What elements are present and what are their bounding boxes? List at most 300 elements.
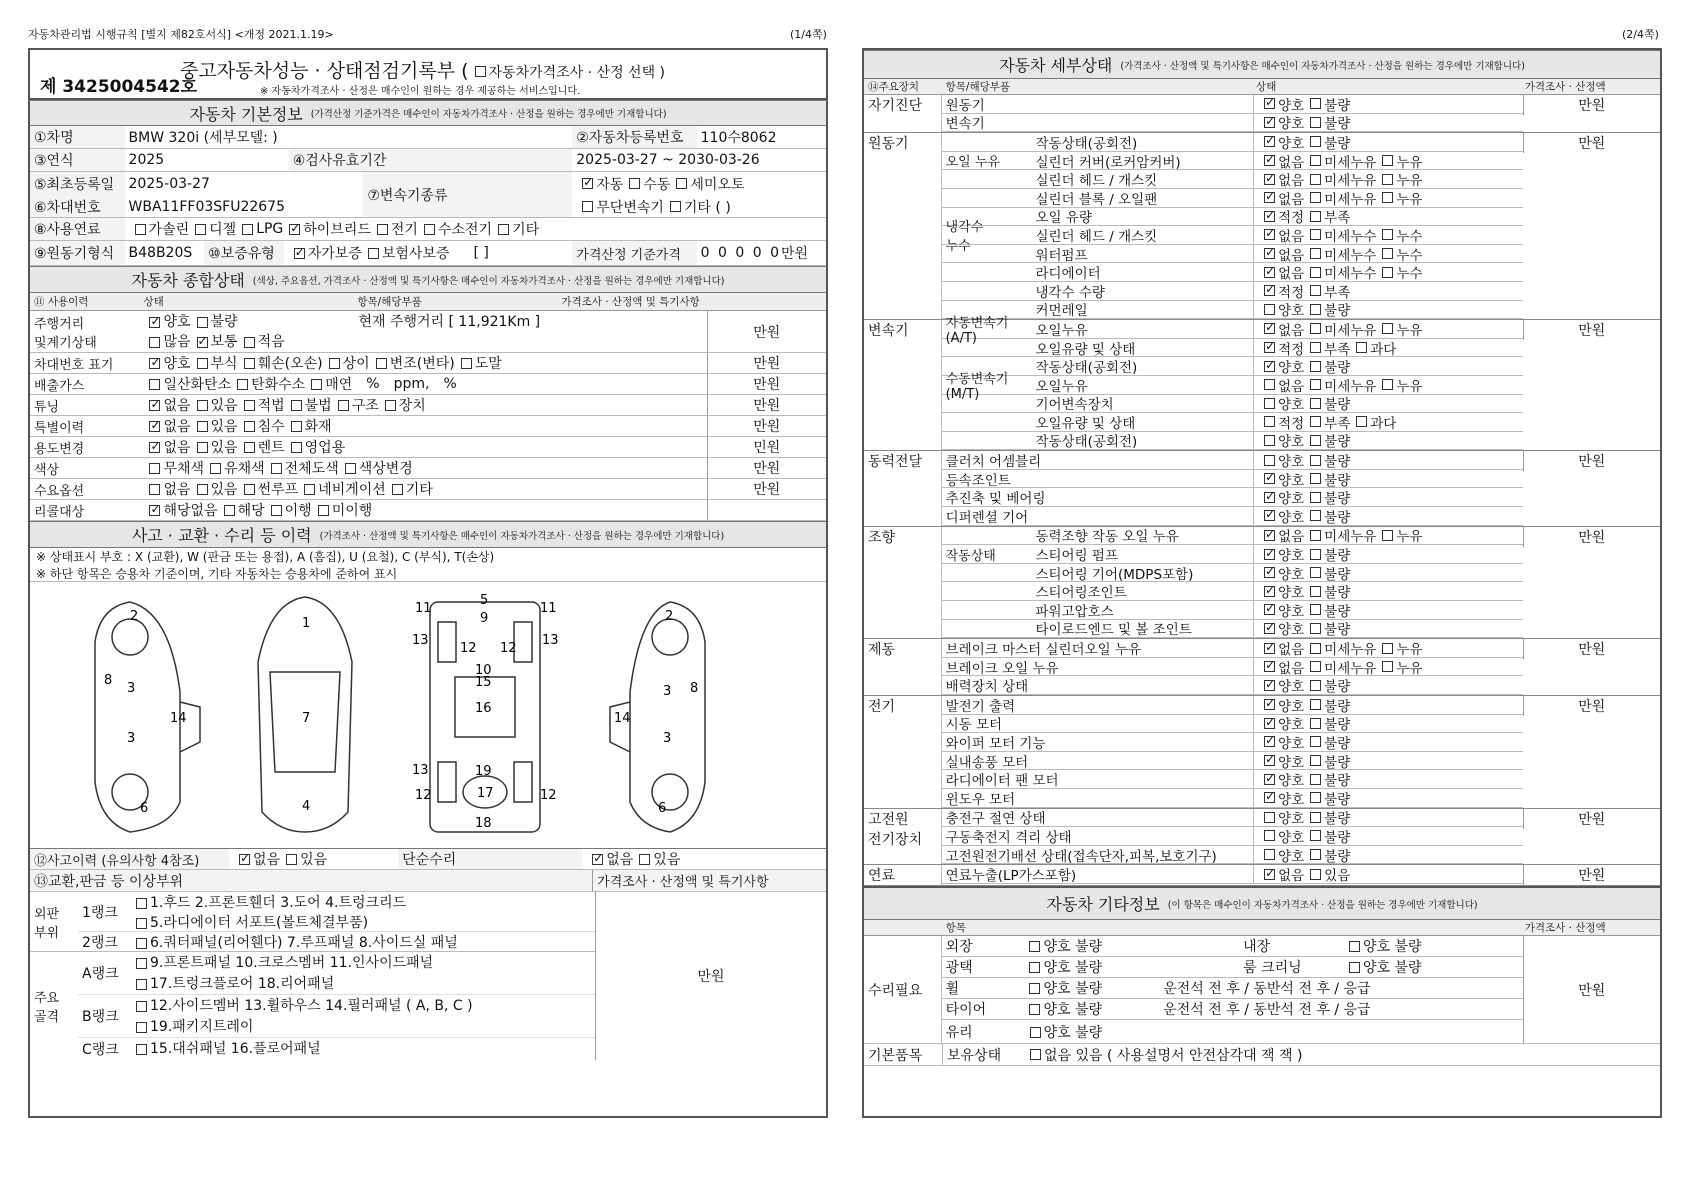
svg-text:18: 18 <box>475 816 492 831</box>
checkbox[interactable] <box>498 224 509 235</box>
row-motor: ⑨원동기형식 B48B20S ⑩보증유형 ✓ 자가보증 보험사보증 [ ] 가격산정 기준가격 0 0 0 0 0 만원 <box>30 241 826 266</box>
checkbox[interactable] <box>197 421 208 432</box>
overall-options: ✓ 없음 있음 렌트 영업용 <box>139 437 706 457</box>
detail-row: 커먼레일 양호 불량 <box>942 301 1523 320</box>
detail-row: 작동상태(공회전) ✓ 양호 불량 <box>942 133 1523 152</box>
svg-text:3: 3 <box>663 731 672 746</box>
checkbox[interactable] <box>1264 98 1275 109</box>
checkbox[interactable] <box>136 918 147 929</box>
checkbox[interactable] <box>1310 623 1321 634</box>
overall-options: ✓ 양호 부식 훼손(오손) 상이 변조(변타) 도말 <box>139 353 706 373</box>
checkbox[interactable] <box>1264 792 1275 803</box>
checkbox[interactable] <box>1310 549 1321 560</box>
detail-row: 브레이크 오일 누유 ✓ 없음 미세누유 누유 <box>942 658 1523 677</box>
overall-options: 일산화탄소 탄화수소 매연 % ppm, % <box>139 374 706 394</box>
svg-text:4: 4 <box>302 799 311 814</box>
checkbox[interactable] <box>1349 941 1360 952</box>
detail-row: 실내송풍 모터 ✓ 양호 불량 <box>942 752 1523 771</box>
checkbox[interactable] <box>1310 117 1321 128</box>
page-2 <box>862 48 1662 1118</box>
checkbox[interactable] <box>242 224 253 235</box>
svg-text:12: 12 <box>415 788 432 803</box>
checkbox[interactable] <box>475 66 486 77</box>
checkbox[interactable] <box>1264 248 1275 259</box>
checkbox[interactable] <box>197 400 208 411</box>
checkbox[interactable] <box>1029 983 1040 994</box>
checkbox[interactable] <box>291 442 302 453</box>
basic-items-row: 기본품목 보유상태 없음 있음 ( 사용설명서 안전삼각대 잭 잭 ) <box>864 1044 1660 1066</box>
svg-text:17: 17 <box>477 786 494 801</box>
checkbox[interactable] <box>271 463 282 474</box>
detail-group: 고전원 전기장치 충전구 절연 상태 양호 불량 구동축전지 격리 상태 양호 불량 고전원전기배선 상태(접속단자,피복,보호기구) 양호 불량 만원 <box>864 809 1660 866</box>
checkbox[interactable] <box>1310 530 1321 541</box>
detail-row: 충전구 절연 상태 양호 불량 <box>942 809 1523 828</box>
detail-row: 오일 유량 ✓ 적정 부족 <box>942 208 1523 227</box>
checkbox[interactable] <box>1264 699 1275 710</box>
svg-text:11: 11 <box>540 601 557 616</box>
checkbox[interactable] <box>1264 304 1275 315</box>
svg-text:1: 1 <box>302 616 311 631</box>
detail-row: 파워고압호스 ✓ 양호 불량 <box>942 601 1523 620</box>
checkbox[interactable] <box>1310 98 1321 109</box>
checkbox[interactable] <box>244 484 255 495</box>
checkbox[interactable] <box>291 400 302 411</box>
detail-row: 동력조향 작동 오일 누유 ✓ 없음 미세누유 누유 <box>942 527 1523 546</box>
checkbox[interactable] <box>1382 267 1393 278</box>
checkbox[interactable] <box>149 421 160 432</box>
detail-group: 연료 연료누출(LP가스포함) ✓ 없음 있음 만원 <box>864 865 1660 886</box>
checkbox[interactable] <box>1310 455 1321 466</box>
checkbox[interactable] <box>1382 229 1393 240</box>
checkbox[interactable] <box>1382 174 1393 185</box>
checkbox[interactable] <box>338 400 349 411</box>
checkbox[interactable] <box>1264 718 1275 729</box>
overall-row: 리콜대상 ✓ 해당없음 해당 이행 미이행 <box>30 500 826 521</box>
detail-row: 시동 모터 ✓ 양호 불량 <box>942 715 1523 734</box>
checkbox[interactable] <box>1310 586 1321 597</box>
checkbox[interactable] <box>1310 229 1321 240</box>
detail-row: 스티어링 기어(MDPS포함) ✓ 양호 불량 <box>942 564 1523 583</box>
detail-row: 오일 누유 실린더 커버(로커암커버) ✓ 없음 미세누유 누유 <box>942 152 1523 171</box>
checkbox[interactable] <box>1310 680 1321 691</box>
other-info-title: 자동차 기타정보 (이 항목은 매수인이 자동차가격조사 · 산정을 원하는 경우에만 기재합니다) <box>864 886 1660 920</box>
detail-row: 변속기 ✓ 양호 불량 <box>942 114 1523 133</box>
detail-row: 실린더 헤드 / 개스킷 ✓ 없음 미세누유 누유 <box>942 170 1523 189</box>
checkbox[interactable] <box>1310 755 1321 766</box>
checkbox[interactable] <box>195 224 206 235</box>
checkbox[interactable] <box>1264 323 1275 334</box>
checkbox[interactable] <box>244 421 255 432</box>
detail-row: 작동상태(공회전) ✓ 양호 불량 <box>942 357 1523 376</box>
checkbox[interactable] <box>149 358 160 369</box>
checkbox[interactable] <box>1310 812 1321 823</box>
fuel-hybrid-checkbox[interactable] <box>289 224 300 235</box>
checkbox[interactable] <box>1264 830 1275 841</box>
checkbox[interactable] <box>244 337 255 348</box>
title-block <box>30 50 826 100</box>
checkbox[interactable] <box>1310 267 1321 278</box>
svg-text:3: 3 <box>127 681 136 696</box>
overall-row: 주행거리 및계기상태 ✓양호 불량 현재 주행거리 [ 11,921Km ] 많음✓ 보통 적음 만원 <box>30 311 826 353</box>
checkbox[interactable] <box>1310 155 1321 166</box>
checkbox[interactable] <box>1310 869 1321 880</box>
svg-text:12: 12 <box>540 788 557 803</box>
detail-row: 작동상태 스티어링 펌프 ✓ 양호 불량 <box>942 545 1523 564</box>
svg-text:7: 7 <box>302 711 311 726</box>
checkbox[interactable] <box>1310 830 1321 841</box>
checkbox[interactable] <box>1310 435 1321 446</box>
detail-row: 등속조인트 ✓ 양호 불량 <box>942 470 1523 489</box>
checkbox[interactable] <box>1382 155 1393 166</box>
checkbox[interactable] <box>1029 941 1040 952</box>
checkbox[interactable] <box>1310 492 1321 503</box>
checkbox[interactable] <box>368 248 379 259</box>
checkbox[interactable] <box>1264 661 1275 672</box>
detail-group: 변속기 자동변속기 (A/T) 오일누유 ✓ 없음 미세누유 누유 오일유량 및 상태 ✓ 적정 부족 과다 작동상태(공회전) ✓ 양호 불량 수동변속기 (M/T) 오일누유 없음 미세누유 누유 기어변속장치 양호 불량 오일유량 및 상태 적정 부족 과다 작동상태(공회전) 양호 불량 만원 <box>864 320 1660 451</box>
checkbox[interactable] <box>135 224 146 235</box>
checkbox[interactable] <box>1264 267 1275 278</box>
checkbox[interactable] <box>149 317 160 328</box>
overall-row: 배출가스 일산화탄소 탄화수소 매연 % ppm, % 만원 <box>30 374 826 395</box>
checkbox[interactable] <box>197 337 208 348</box>
checkbox[interactable] <box>1264 379 1275 390</box>
checkbox[interactable] <box>1356 416 1367 427</box>
checkbox[interactable] <box>1264 211 1275 222</box>
checkbox[interactable] <box>271 505 282 516</box>
checkbox[interactable] <box>1264 849 1275 860</box>
checkbox[interactable] <box>676 178 687 189</box>
checkbox[interactable] <box>1310 323 1321 334</box>
checkbox[interactable] <box>1310 774 1321 785</box>
overall-header: ⑪ 사용이력 상태 항목/해당부품 가격조사 · 산정액 및 특기사항 <box>30 293 826 311</box>
row-first-registration: ⑤최초등록일 ⑥차대번호 2025-03-27 WBA11FF03SFU22675 ⑦변속기종류 ✓ 자동 수동 세미오토 무단변속기 기타 ( ) <box>30 172 826 218</box>
accident-history-row: ⑫사고이력 (유의사항 4참조) ✓ 없음 있음 단순수리 ✓ 없음 있음 <box>30 848 826 870</box>
checkbox[interactable] <box>1310 567 1321 578</box>
detail-row: 원동기 ✓ 양호 불량 <box>942 95 1523 114</box>
checkbox[interactable] <box>136 938 147 949</box>
row-year: ③연식 2025 ④검사유효기간 2025-03-27 ~ 2030-03-26 <box>30 149 826 172</box>
checkbox[interactable] <box>149 505 160 516</box>
detail-group: 전기 발전기 출력 ✓ 양호 불량 시동 모터 ✓ 양호 불량 와이퍼 모터 기능 ✓ 양호 불량 실내송풍 모터 ✓ 양호 불량 라디에이터 팬 모터 ✓ 양호 불량 윈도우 모터 ✓ 양호 불량 만원 <box>864 696 1660 809</box>
detail-row: 발전기 출력 ✓ 양호 불량 <box>942 696 1523 715</box>
checkbox[interactable] <box>197 484 208 495</box>
checkbox[interactable] <box>1310 304 1321 315</box>
simple-repair-none-checkbox[interactable] <box>592 854 603 865</box>
detail-row: 추진축 및 베어링 ✓ 양호 불량 <box>942 488 1523 507</box>
svg-text:8: 8 <box>104 673 113 688</box>
other-header: 항목 가격조사 · 산정액 <box>864 920 1660 936</box>
checkbox[interactable] <box>1264 812 1275 823</box>
svg-text:19: 19 <box>475 764 492 779</box>
svg-text:15: 15 <box>475 675 492 690</box>
detail-group: 제동 브레이크 마스터 실린더오일 누유 ✓ 없음 미세누유 누유 브레이크 오일 누유 ✓ 없음 미세누유 누유 배력장치 상태 ✓ 양호 불량 만원 <box>864 639 1660 696</box>
basic-info-title: 자동차 기본정보 (가격산정 기준가격은 매수인이 자동차가격조사 · 산정을 원하는 경우에만 기재합니다) <box>30 100 826 126</box>
checkbox[interactable] <box>149 484 160 495</box>
detail-row: 라디에이터 ✓ 없음 미세누수 누수 <box>942 263 1523 282</box>
detail-row: 오일유량 및 상태 ✓ 적정 부족 과다 <box>942 339 1523 358</box>
checkbox[interactable] <box>1264 174 1275 185</box>
svg-text:9: 9 <box>480 611 489 626</box>
checkbox[interactable] <box>385 400 396 411</box>
checkbox[interactable] <box>1310 285 1321 296</box>
checkbox[interactable] <box>345 463 356 474</box>
overall-row: 특별이력 ✓ 없음 있음 침수 화재 만원 <box>30 416 826 437</box>
checkbox[interactable] <box>1264 136 1275 147</box>
checkbox[interactable] <box>1264 473 1275 484</box>
checkbox[interactable] <box>424 224 435 235</box>
detail-row: 고전원전기배선 상태(접속단자,피복,보호기구) 양호 불량 <box>942 846 1523 865</box>
registration-number: 110수8062 <box>700 130 777 146</box>
checkbox[interactable] <box>1310 174 1321 185</box>
detail-row: 작동상태(공회전) 양호 불량 <box>942 432 1523 451</box>
record-number: 제 3425004542호 <box>40 77 198 97</box>
svg-text:12: 12 <box>500 641 517 656</box>
overall-options: ✓ 없음 있음 침수 화재 <box>139 416 706 436</box>
svg-text:6: 6 <box>658 801 667 816</box>
checkbox[interactable] <box>1264 155 1275 166</box>
checkbox[interactable] <box>377 224 388 235</box>
checkbox[interactable] <box>1382 530 1393 541</box>
checkbox[interactable] <box>149 463 160 474</box>
checkbox[interactable] <box>1264 117 1275 128</box>
detail-row: 스티어링조인트 ✓ 양호 불량 <box>942 582 1523 601</box>
detail-row: 냉각수 수량 ✓ 적정 부족 <box>942 282 1523 301</box>
detail-row: 브레이크 마스터 실린더오일 누유 ✓ 없음 미세누유 누유 <box>942 639 1523 658</box>
checkbox[interactable] <box>1264 623 1275 634</box>
checkbox[interactable] <box>197 358 208 369</box>
detail-group: 조향 동력조향 작동 오일 누유 ✓ 없음 미세누유 누유 작동상태 스티어링 펌프 ✓ 양호 불량 스티어링 기어(MDPS포함) ✓ 양호 불량 스티어링조인트 ✓ 양호 불량 파워고압호스 ✓ 양호 불량 타이로드엔드 및 볼 조인트 ✓ 양호 불량 만원 <box>864 527 1660 640</box>
detail-status-title: 자동차 세부상태 (가격조사 · 산정액 및 특기사항은 매수인이 자동차가격조사 · 산정을 원하는 경우에만 기재합니다) <box>864 50 1660 79</box>
checkbox[interactable] <box>670 201 681 212</box>
car-damage-diagram <box>30 582 826 844</box>
checkbox[interactable] <box>329 358 340 369</box>
checkbox[interactable] <box>1264 680 1275 691</box>
checkbox[interactable] <box>1310 416 1321 427</box>
checkbox[interactable] <box>1310 379 1321 390</box>
checkbox[interactable] <box>210 463 221 474</box>
checkbox[interactable] <box>1264 869 1275 880</box>
detail-row: 냉각수 누수 실린더 헤드 / 개스킷 ✓ 없음 미세누수 누수 <box>942 226 1523 245</box>
checkbox[interactable] <box>197 317 208 328</box>
checkbox[interactable] <box>1310 661 1321 672</box>
checkbox[interactable] <box>1310 473 1321 484</box>
checkbox[interactable] <box>136 1022 147 1033</box>
checkbox[interactable] <box>1264 604 1275 615</box>
checkbox[interactable] <box>582 201 593 212</box>
checkbox[interactable] <box>136 1001 147 1012</box>
checkbox[interactable] <box>461 358 472 369</box>
detail-row: 타이로드엔드 및 볼 조인트 ✓ 양호 불량 <box>942 620 1523 639</box>
checkbox[interactable] <box>149 400 160 411</box>
detail-row: 구동축전지 격리 상태 양호 불량 <box>942 827 1523 846</box>
page-1 <box>28 48 828 1118</box>
checkbox[interactable] <box>244 358 255 369</box>
checkbox[interactable] <box>1382 661 1393 672</box>
overall-row: 색상 무채색 유채색 전체도색 색상변경 만원 <box>30 458 826 479</box>
svg-text:8: 8 <box>690 681 699 696</box>
svg-text:5: 5 <box>480 593 489 608</box>
checkbox[interactable] <box>1382 379 1393 390</box>
checkbox[interactable] <box>224 505 235 516</box>
checkbox[interactable] <box>1264 492 1275 503</box>
checkbox[interactable] <box>318 505 329 516</box>
page-number-1: (1/4쪽) <box>790 28 827 41</box>
other-price: 만원 <box>1523 936 1660 1043</box>
detail-row: 클러치 어셈블리 양호 불량 <box>942 451 1523 470</box>
checkbox[interactable] <box>1264 774 1275 785</box>
checkbox[interactable] <box>1310 792 1321 803</box>
checkbox[interactable] <box>244 400 255 411</box>
accident-history-title: 사고 · 교환 · 수리 등 이력 (가격조사 · 산정액 및 특기사항은 매수인이 자동차가격조사 · 산정을 원하는 경우에만 기재합니다) <box>30 521 826 548</box>
svg-text:11: 11 <box>415 601 432 616</box>
accident-none-checkbox[interactable] <box>239 854 250 865</box>
checkbox[interactable] <box>1264 192 1275 203</box>
detail-row: 연료누출(LP가스포함) ✓ 없음 있음 <box>942 865 1523 884</box>
checkbox[interactable] <box>1310 342 1321 353</box>
page-title: 중고자동차성능 · 상태점검기록부 ( 자동차가격조사 · 산정 선택 ) <box>180 60 666 82</box>
checkbox[interactable] <box>1264 398 1275 409</box>
detail-row: 윈도우 모터 ✓ 양호 불량 <box>942 789 1523 808</box>
checkbox[interactable] <box>149 442 160 453</box>
detail-row: 기어변속장치 양호 불량 <box>942 395 1523 414</box>
svg-text:13: 13 <box>542 633 559 648</box>
checkbox[interactable] <box>149 337 160 348</box>
checkbox[interactable] <box>1264 510 1275 521</box>
checkbox[interactable] <box>1310 849 1321 860</box>
checkbox[interactable] <box>1264 567 1275 578</box>
checkbox[interactable] <box>311 379 322 390</box>
checkbox[interactable] <box>1356 342 1367 353</box>
repair-needed: 수리필요 외장 양호 불량 내장 양호 불량 광택 양호 불량 룸 크리닝 양호 불량 휠 양호 불량 운전석 전 후 / 동반석 전 후 / 응급 타이어 양호 불량 운전석 전 후 / 동반석 전 후 / 응급 유리 양호 불량 만원 <box>864 936 1660 1044</box>
checkbox[interactable] <box>1029 1004 1040 1015</box>
checkbox[interactable] <box>1310 136 1321 147</box>
checkbox[interactable] <box>1264 643 1275 654</box>
checkbox[interactable] <box>1310 192 1321 203</box>
svg-text:10: 10 <box>475 663 492 678</box>
checkbox[interactable] <box>1264 435 1275 446</box>
detail-group: 동력전달 클러치 어셈블리 양호 불량 등속조인트 ✓ 양호 불량 추진축 및 베어링 ✓ 양호 불량 디퍼렌셜 기어 ✓ 양호 불량 만원 <box>864 451 1660 526</box>
checkbox[interactable] <box>136 958 147 969</box>
checkbox[interactable] <box>1310 718 1321 729</box>
svg-text:14: 14 <box>614 711 631 726</box>
checkbox[interactable] <box>1310 211 1321 222</box>
checkbox[interactable] <box>1264 755 1275 766</box>
detail-groups <box>864 95 1660 886</box>
overall-status-title: 자동차 종합상태 (색상, 주요옵션, 가격조사 · 산정액 및 특기사항은 매수인이 자동차가격조사 · 산정을 원하는 경우에만 기재합니다) <box>30 266 826 293</box>
checkbox[interactable] <box>1264 736 1275 747</box>
checkbox[interactable] <box>1382 248 1393 259</box>
checkbox[interactable] <box>237 379 248 390</box>
checkbox[interactable] <box>136 979 147 990</box>
vin: WBA11FF03SFU22675 <box>128 198 285 215</box>
svg-text:12: 12 <box>460 641 477 656</box>
checkbox[interactable] <box>304 484 315 495</box>
overall-row: 용도변경 ✓ 없음 있음 렌트 영업용 민원 <box>30 437 826 458</box>
checkbox[interactable] <box>1264 361 1275 372</box>
checkbox[interactable] <box>1264 229 1275 240</box>
form-header: 자동차관리법 시행규칙 [별지 제82호서식] <개정 2021.1.19> <box>28 28 334 41</box>
checkbox[interactable] <box>1310 361 1321 372</box>
checkbox[interactable] <box>1310 248 1321 259</box>
checkbox[interactable] <box>1382 192 1393 203</box>
checkbox[interactable] <box>1264 285 1275 296</box>
detail-row: 디퍼렌셜 기어 ✓ 양호 불량 <box>942 507 1523 526</box>
detail-header: ⑭주요장치 항목/해당부품 상태 가격조사 · 산정액 <box>864 79 1660 95</box>
checkbox[interactable] <box>376 358 387 369</box>
checkbox[interactable] <box>286 854 297 865</box>
checkbox[interactable] <box>1264 586 1275 597</box>
checkbox[interactable] <box>1310 699 1321 710</box>
overall-rows <box>30 311 826 521</box>
checkbox[interactable] <box>1264 455 1275 466</box>
checkbox[interactable] <box>1310 643 1321 654</box>
checkbox[interactable] <box>639 854 650 865</box>
checkbox[interactable] <box>136 898 147 909</box>
checkbox[interactable] <box>1264 530 1275 541</box>
checkbox[interactable] <box>1030 1049 1041 1060</box>
checkbox[interactable] <box>1310 736 1321 747</box>
exchange-header: ⑬교환,판금 등 이상부위 가격조사 · 산정액 및 특기사항 <box>30 870 826 892</box>
checkbox[interactable] <box>197 442 208 453</box>
checkbox[interactable] <box>291 421 302 432</box>
checkbox[interactable] <box>1349 962 1360 973</box>
svg-text:16: 16 <box>475 701 492 716</box>
checkbox[interactable] <box>136 1044 147 1055</box>
overall-row: 튜닝 ✓ 없음 있음 적법 불법 구조 장치 만원 <box>30 395 826 416</box>
detail-group: 자기진단 원동기 ✓ 양호 불량 변속기 ✓ 양호 불량 만원 <box>864 95 1660 133</box>
row-fuel: ⑧사용연료 가솔린 디젤 LPG ✓ 하이브리드 전기 수소전기 기타 <box>30 218 826 241</box>
service-note: ※ 자동차가격조사 · 산정은 매수인이 원하는 경우 제공하는 서비스입니다. <box>260 86 581 97</box>
detail-row: 워터펌프 ✓ 없음 미세누수 누수 <box>942 245 1523 264</box>
overall-options: 없음 있음 썬루프 네비게이션 기타 <box>139 479 706 499</box>
svg-text:2: 2 <box>665 609 674 624</box>
detail-row: 수동변속기 (M/T) 오일누유 없음 미세누유 누유 <box>942 376 1523 395</box>
trans-auto-checkbox[interactable] <box>582 178 593 189</box>
detail-row: 자동변속기 (A/T) 오일누유 ✓ 없음 미세누유 누유 <box>942 320 1523 339</box>
checkbox[interactable] <box>1310 604 1321 615</box>
checkbox[interactable] <box>1264 416 1275 427</box>
overall-row: 차대번호 표기 ✓ 양호 부식 훼손(오손) 상이 변조(변타) 도말 만원 <box>30 353 826 374</box>
legend: ※ 상태표시 부호 : X (교환), W (판금 또는 용접), A (흠집), U (요철), C (부식), T(손상) ※ 하단 항목은 승용차 기준이며, 기타 자동차는 승용차에 준하여 표시 <box>30 548 826 582</box>
checkbox[interactable] <box>392 484 403 495</box>
svg-text:13: 13 <box>412 633 429 648</box>
detail-row: 라디에이터 팬 모터 ✓ 양호 불량 <box>942 770 1523 789</box>
checkbox[interactable] <box>1310 398 1321 409</box>
detail-row: 오일유량 및 상태 적정 부족 과다 <box>942 413 1523 432</box>
checkbox[interactable] <box>1382 643 1393 654</box>
overall-row: 수요옵션 없음 있음 썬루프 네비게이션 기타 만원 <box>30 479 826 500</box>
checkbox[interactable] <box>149 379 160 390</box>
checkbox[interactable] <box>244 442 255 453</box>
svg-text:3: 3 <box>663 684 672 699</box>
overall-options: 무채색 유채색 전체도색 색상변경 <box>139 458 706 478</box>
checkbox[interactable] <box>1030 1027 1041 1038</box>
checkbox[interactable] <box>1264 342 1275 353</box>
checkbox[interactable] <box>1310 510 1321 521</box>
overall-options: ✓ 없음 있음 적법 불법 구조 장치 <box>139 395 706 415</box>
detail-row: 실린더 블록 / 오일팬 ✓ 없음 미세누유 누유 <box>942 189 1523 208</box>
svg-text:6: 6 <box>140 801 149 816</box>
checkbox[interactable] <box>1029 962 1040 973</box>
row-car-name: ①차명 BMW 320i (세부모델: ) ②자동차등록번호 110수8062 <box>30 126 826 149</box>
checkbox[interactable] <box>294 248 305 259</box>
overall-options: ✓양호 불량 현재 주행거리 [ 11,921Km ] 많음✓ 보통 적음 <box>139 311 706 352</box>
svg-text:13: 13 <box>412 763 429 778</box>
checkbox[interactable] <box>629 178 640 189</box>
checkbox[interactable] <box>1382 323 1393 334</box>
checkbox[interactable] <box>1264 549 1275 560</box>
detail-row: 와이퍼 모터 기능 ✓ 양호 불량 <box>942 733 1523 752</box>
